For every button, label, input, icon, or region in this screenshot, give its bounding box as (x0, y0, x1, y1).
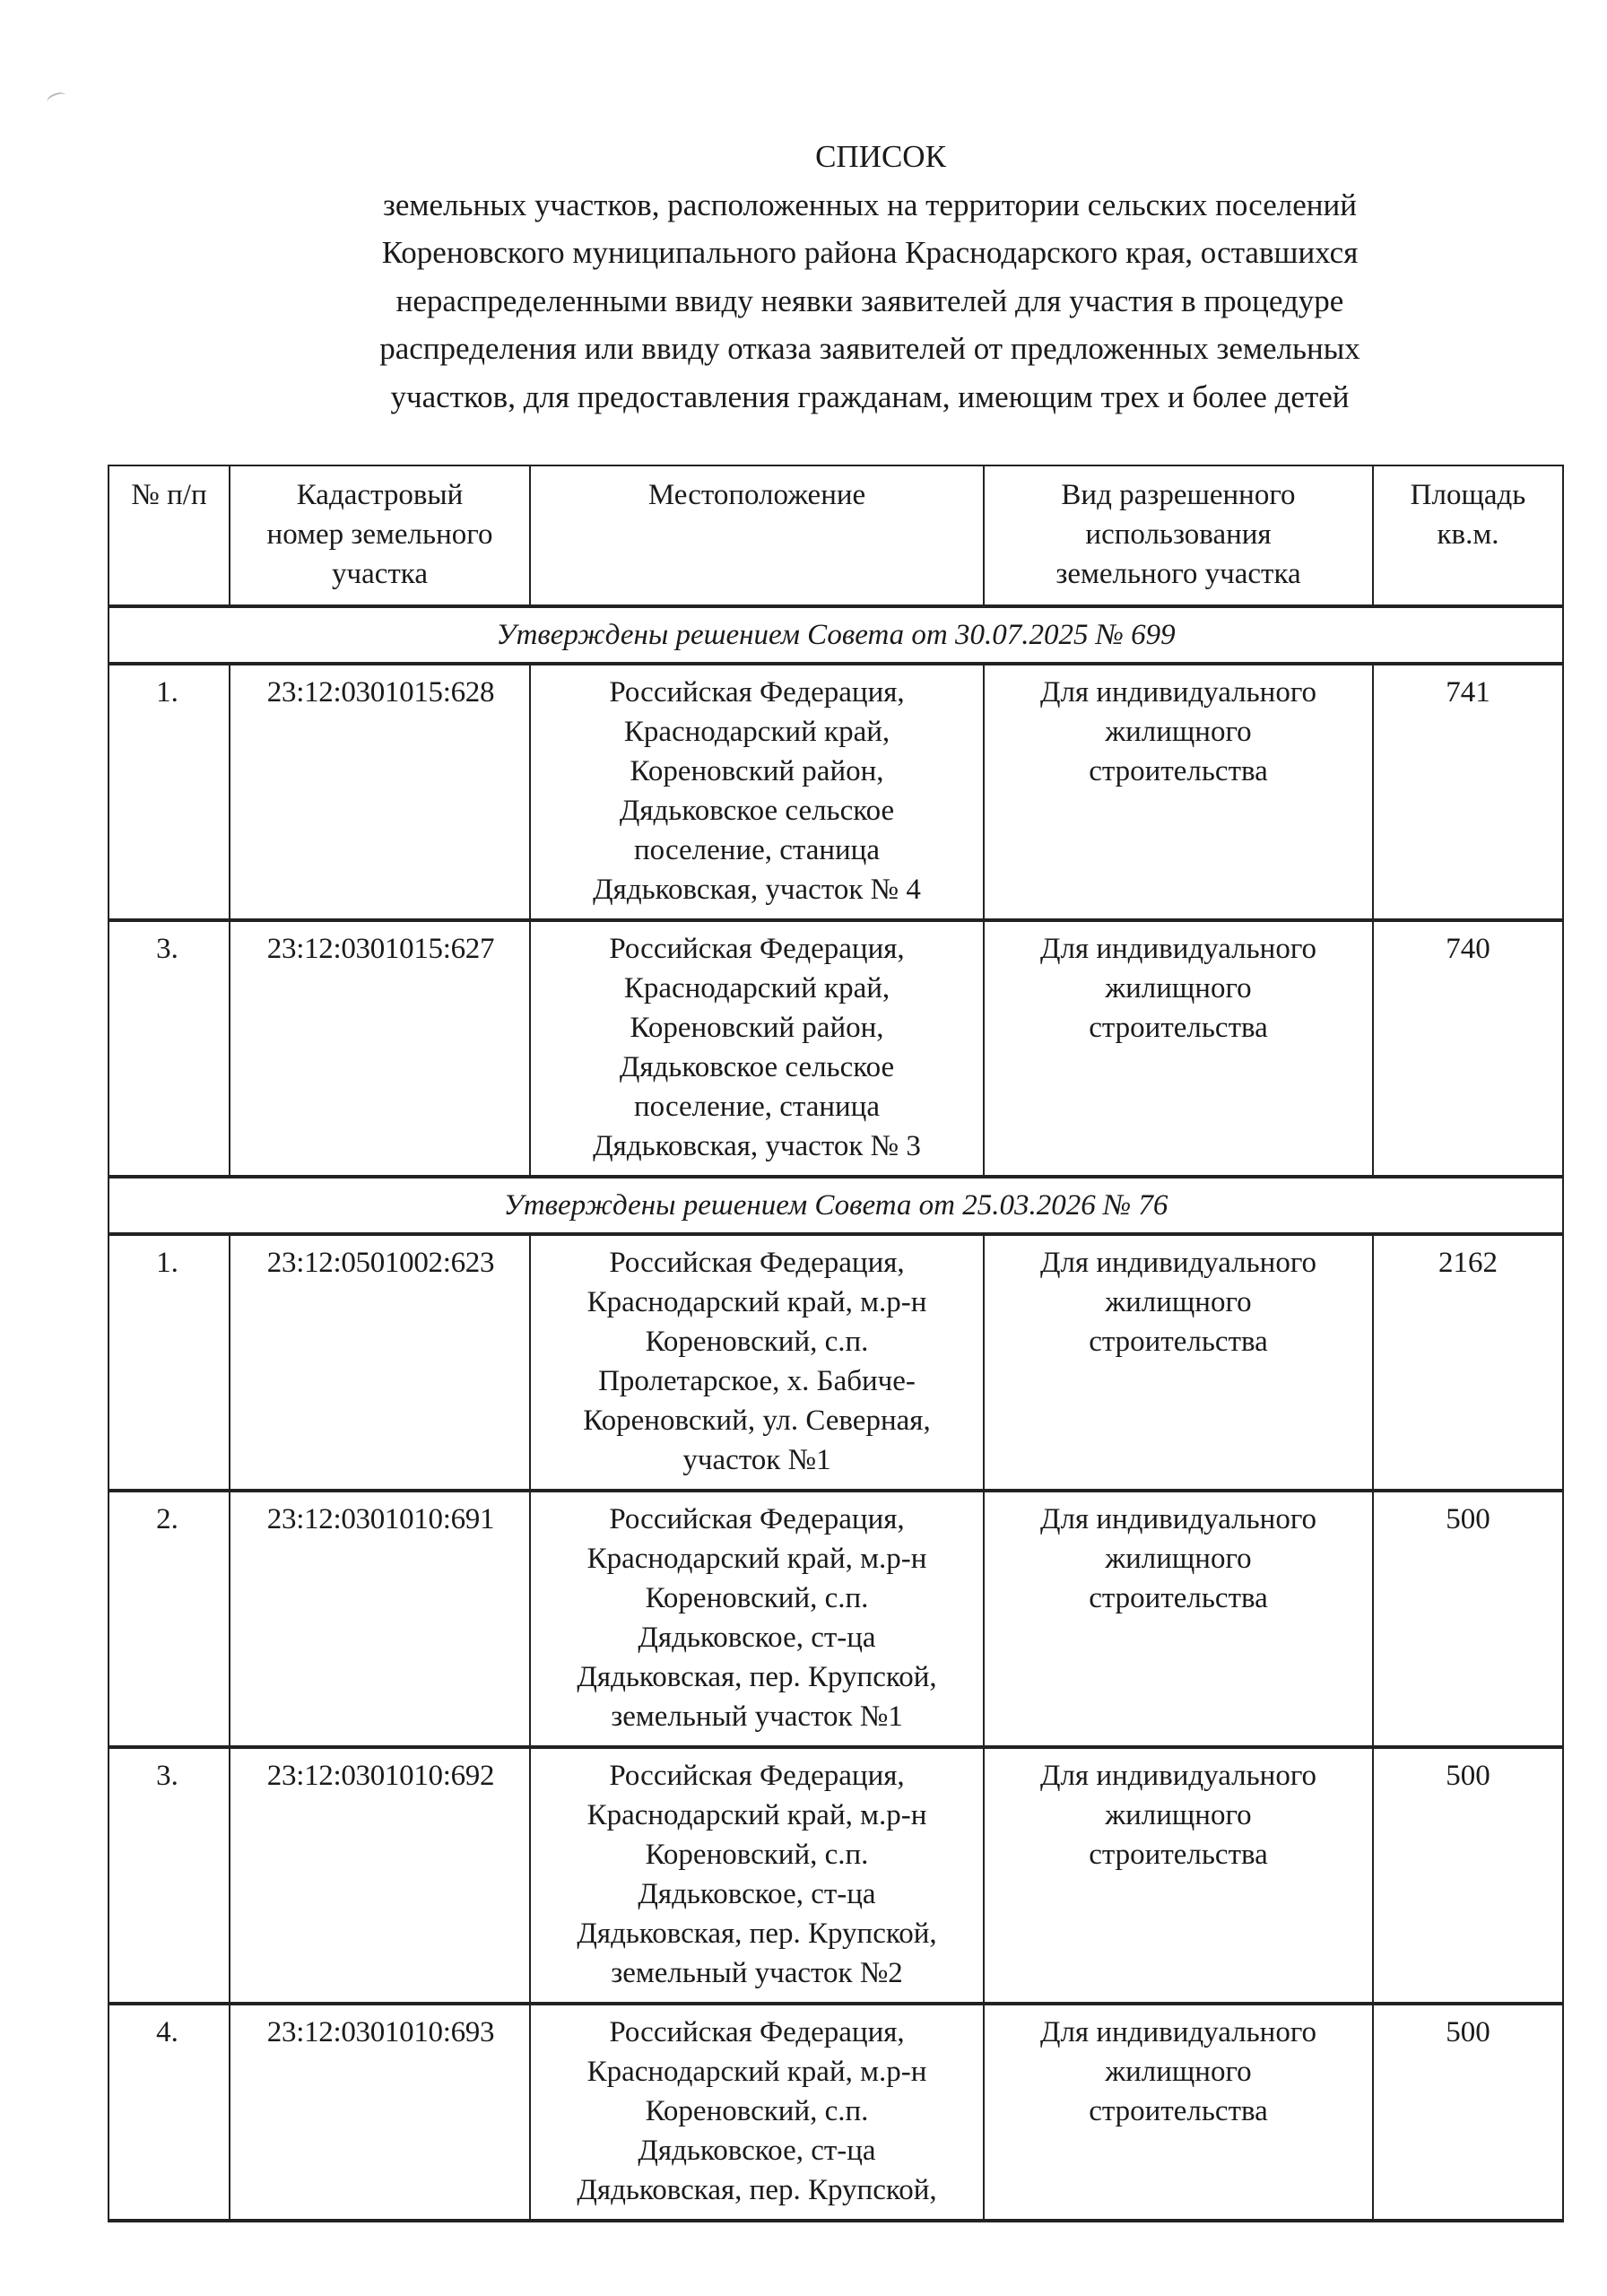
permitted-use-line: жилищного (1105, 1286, 1252, 1318)
row-number: 3. (109, 920, 230, 1177)
document-title: СПИСОК (815, 139, 946, 174)
permitted-use-line: жилищного (1105, 1799, 1252, 1831)
section-caption-row (109, 606, 1563, 664)
section-caption-row (109, 1177, 1563, 1234)
location-line: Краснодарский край, (623, 716, 890, 748)
cadastral-number: 23:12:0301010:693 (230, 2004, 530, 2221)
location-cell (530, 2004, 984, 2221)
area-value: 500 (1373, 1747, 1563, 2004)
location-line: поселение, станица (633, 834, 880, 866)
table-row (109, 2004, 1563, 2221)
permitted-use-line: строительства (1089, 1839, 1268, 1871)
permitted-use-line: Для индивидуального (1039, 933, 1317, 965)
location-line: Дядьковская, участок № 3 (593, 1130, 921, 1162)
location-line: Российская Федерация, (609, 676, 905, 709)
permitted-use-cell (984, 2004, 1373, 2221)
permitted-use-line: жилищного (1105, 2056, 1252, 2088)
header-use (984, 465, 1373, 606)
scan-artifact-mark (46, 91, 68, 108)
permitted-use-line: строительства (1089, 1582, 1268, 1614)
section-caption: Утверждены решением Совета от 30.07.2025 № 699 (109, 606, 1563, 664)
table-header-row (109, 465, 1563, 606)
location-line: Российская Федерация, (609, 1247, 905, 1279)
header-use-line: Вид разрешенного (1061, 479, 1296, 511)
document-subtitle (179, 181, 1560, 422)
location-line: Дядьковское сельское (619, 1051, 895, 1083)
row-number: 2. (109, 1491, 230, 1747)
subtitle-line: нераспределенными ввиду неявки заявителей для участия в процедуре (395, 283, 1344, 318)
location-line: Дядьковская, участок № 4 (593, 874, 921, 906)
location-line: Российская Федерация, (609, 2016, 905, 2048)
location-line: участок №1 (682, 1444, 831, 1476)
header-area-line: кв.м. (1437, 518, 1499, 551)
location-line: Дядьковское, ст-ца (638, 1622, 876, 1654)
subtitle-line: участков, для предоставления гражданам, имеющим трех и более детей (390, 378, 1350, 414)
permitted-use-cell (984, 664, 1373, 920)
cadastral-number: 23:12:0301010:692 (230, 1747, 530, 2004)
permitted-use-line: жилищного (1105, 716, 1252, 748)
location-line: Дядьковская, пер. Крупской, (577, 1918, 937, 1950)
header-area-line: Площадь (1410, 479, 1526, 511)
location-line: Пролетарское, х. Бабиче- (598, 1365, 916, 1397)
location-line: Кореновский район, (630, 755, 884, 787)
location-line: Российская Федерация, (609, 1760, 905, 1792)
location-line: Краснодарский край, м.р-н (586, 1286, 927, 1318)
header-num: № п/п (109, 465, 230, 606)
location-line: земельный участок №1 (611, 1700, 903, 1733)
permitted-use-line: Для индивидуального (1039, 676, 1317, 709)
table-row (109, 1234, 1563, 1491)
area-value: 500 (1373, 1491, 1563, 1747)
permitted-use-line: Для индивидуального (1039, 2016, 1317, 2048)
subtitle-line: распределения или ввиду отказа заявителей от предложенных земельных (379, 331, 1360, 366)
location-line: земельный участок №2 (611, 1957, 903, 1989)
permitted-use-line: жилищного (1105, 1543, 1252, 1575)
permitted-use-cell (984, 1234, 1373, 1491)
table-row (109, 664, 1563, 920)
row-number: 1. (109, 1234, 230, 1491)
header-use-line: земельного участка (1055, 558, 1301, 590)
row-number: 1. (109, 664, 230, 920)
location-line: Кореновский, с.п. (645, 2095, 869, 2127)
row-number: 3. (109, 1747, 230, 2004)
location-line: поселение, станица (633, 1091, 880, 1123)
header-cadastral-line: Кадастровый (296, 479, 464, 511)
header-use-line: использования (1085, 518, 1272, 551)
header-cadastral-line: номер земельного (266, 518, 493, 551)
cadastral-number: 23:12:0301010:691 (230, 1491, 530, 1747)
location-line: Кореновский район, (630, 1012, 884, 1044)
cadastral-number: 23:12:0301015:628 (230, 664, 530, 920)
location-line: Кореновский, с.п. (645, 1582, 869, 1614)
subtitle-line: земельных участков, расположенных на территории сельских поселений (383, 187, 1357, 222)
area-value: 741 (1373, 664, 1563, 920)
area-value: 2162 (1373, 1234, 1563, 1491)
header-location: Местоположение (530, 465, 984, 606)
permitted-use-cell (984, 1491, 1373, 1747)
location-line: Краснодарский край, м.р-н (586, 1543, 927, 1575)
location-cell (530, 664, 984, 920)
document-title-block (179, 133, 1560, 421)
table-row (109, 1747, 1563, 2004)
permitted-use-line: строительства (1089, 1012, 1268, 1044)
location-line: Кореновский, с.п. (645, 1326, 869, 1358)
permitted-use-line: строительства (1089, 1326, 1268, 1358)
permitted-use-cell (984, 1747, 1373, 2004)
location-line: Дядьковское, ст-ца (638, 2135, 876, 2167)
table-row (109, 1491, 1563, 1747)
location-line: Краснодарский край, м.р-н (586, 1799, 927, 1831)
section-caption: Утверждены решением Совета от 25.03.2026 № 76 (109, 1177, 1563, 1234)
location-line: Дядьковская, пер. Крупской, (577, 1661, 937, 1693)
location-line: Кореновский, ул. Северная, (583, 1405, 931, 1437)
location-line: Краснодарский край, м.р-н (586, 2056, 927, 2088)
permitted-use-line: Для индивидуального (1039, 1247, 1317, 1279)
location-line: Российская Федерация, (609, 933, 905, 965)
location-line: Кореновский, с.п. (645, 1839, 869, 1871)
permitted-use-line: Для индивидуального (1039, 1503, 1317, 1535)
location-cell (530, 920, 984, 1177)
permitted-use-line: жилищного (1105, 972, 1252, 1004)
location-cell (530, 1747, 984, 2004)
location-line: Дядьковское сельское (619, 795, 895, 827)
area-value: 500 (1373, 2004, 1563, 2221)
location-cell (530, 1234, 984, 1491)
header-cadastral-line: участка (332, 558, 428, 590)
row-number: 4. (109, 2004, 230, 2221)
location-line: Дядьковское, ст-ца (638, 1878, 876, 1910)
header-area (1373, 465, 1563, 606)
cadastral-number: 23:12:0501002:623 (230, 1234, 530, 1491)
table-body (109, 606, 1563, 2221)
permitted-use-line: строительства (1089, 755, 1268, 787)
land-plots-table (108, 465, 1564, 2222)
permitted-use-cell (984, 920, 1373, 1177)
permitted-use-line: строительства (1089, 2095, 1268, 2127)
permitted-use-line: Для индивидуального (1039, 1760, 1317, 1792)
location-line: Дядьковская, пер. Крупской, (577, 2174, 937, 2206)
location-line: Российская Федерация, (609, 1503, 905, 1535)
header-cadastral (230, 465, 530, 606)
location-line: Краснодарский край, (623, 972, 890, 1004)
area-value: 740 (1373, 920, 1563, 1177)
table-row (109, 920, 1563, 1177)
cadastral-number: 23:12:0301015:627 (230, 920, 530, 1177)
location-cell (530, 1491, 984, 1747)
subtitle-line: Кореновского муниципального района Краснодарского края, оставшихся (381, 235, 1359, 270)
